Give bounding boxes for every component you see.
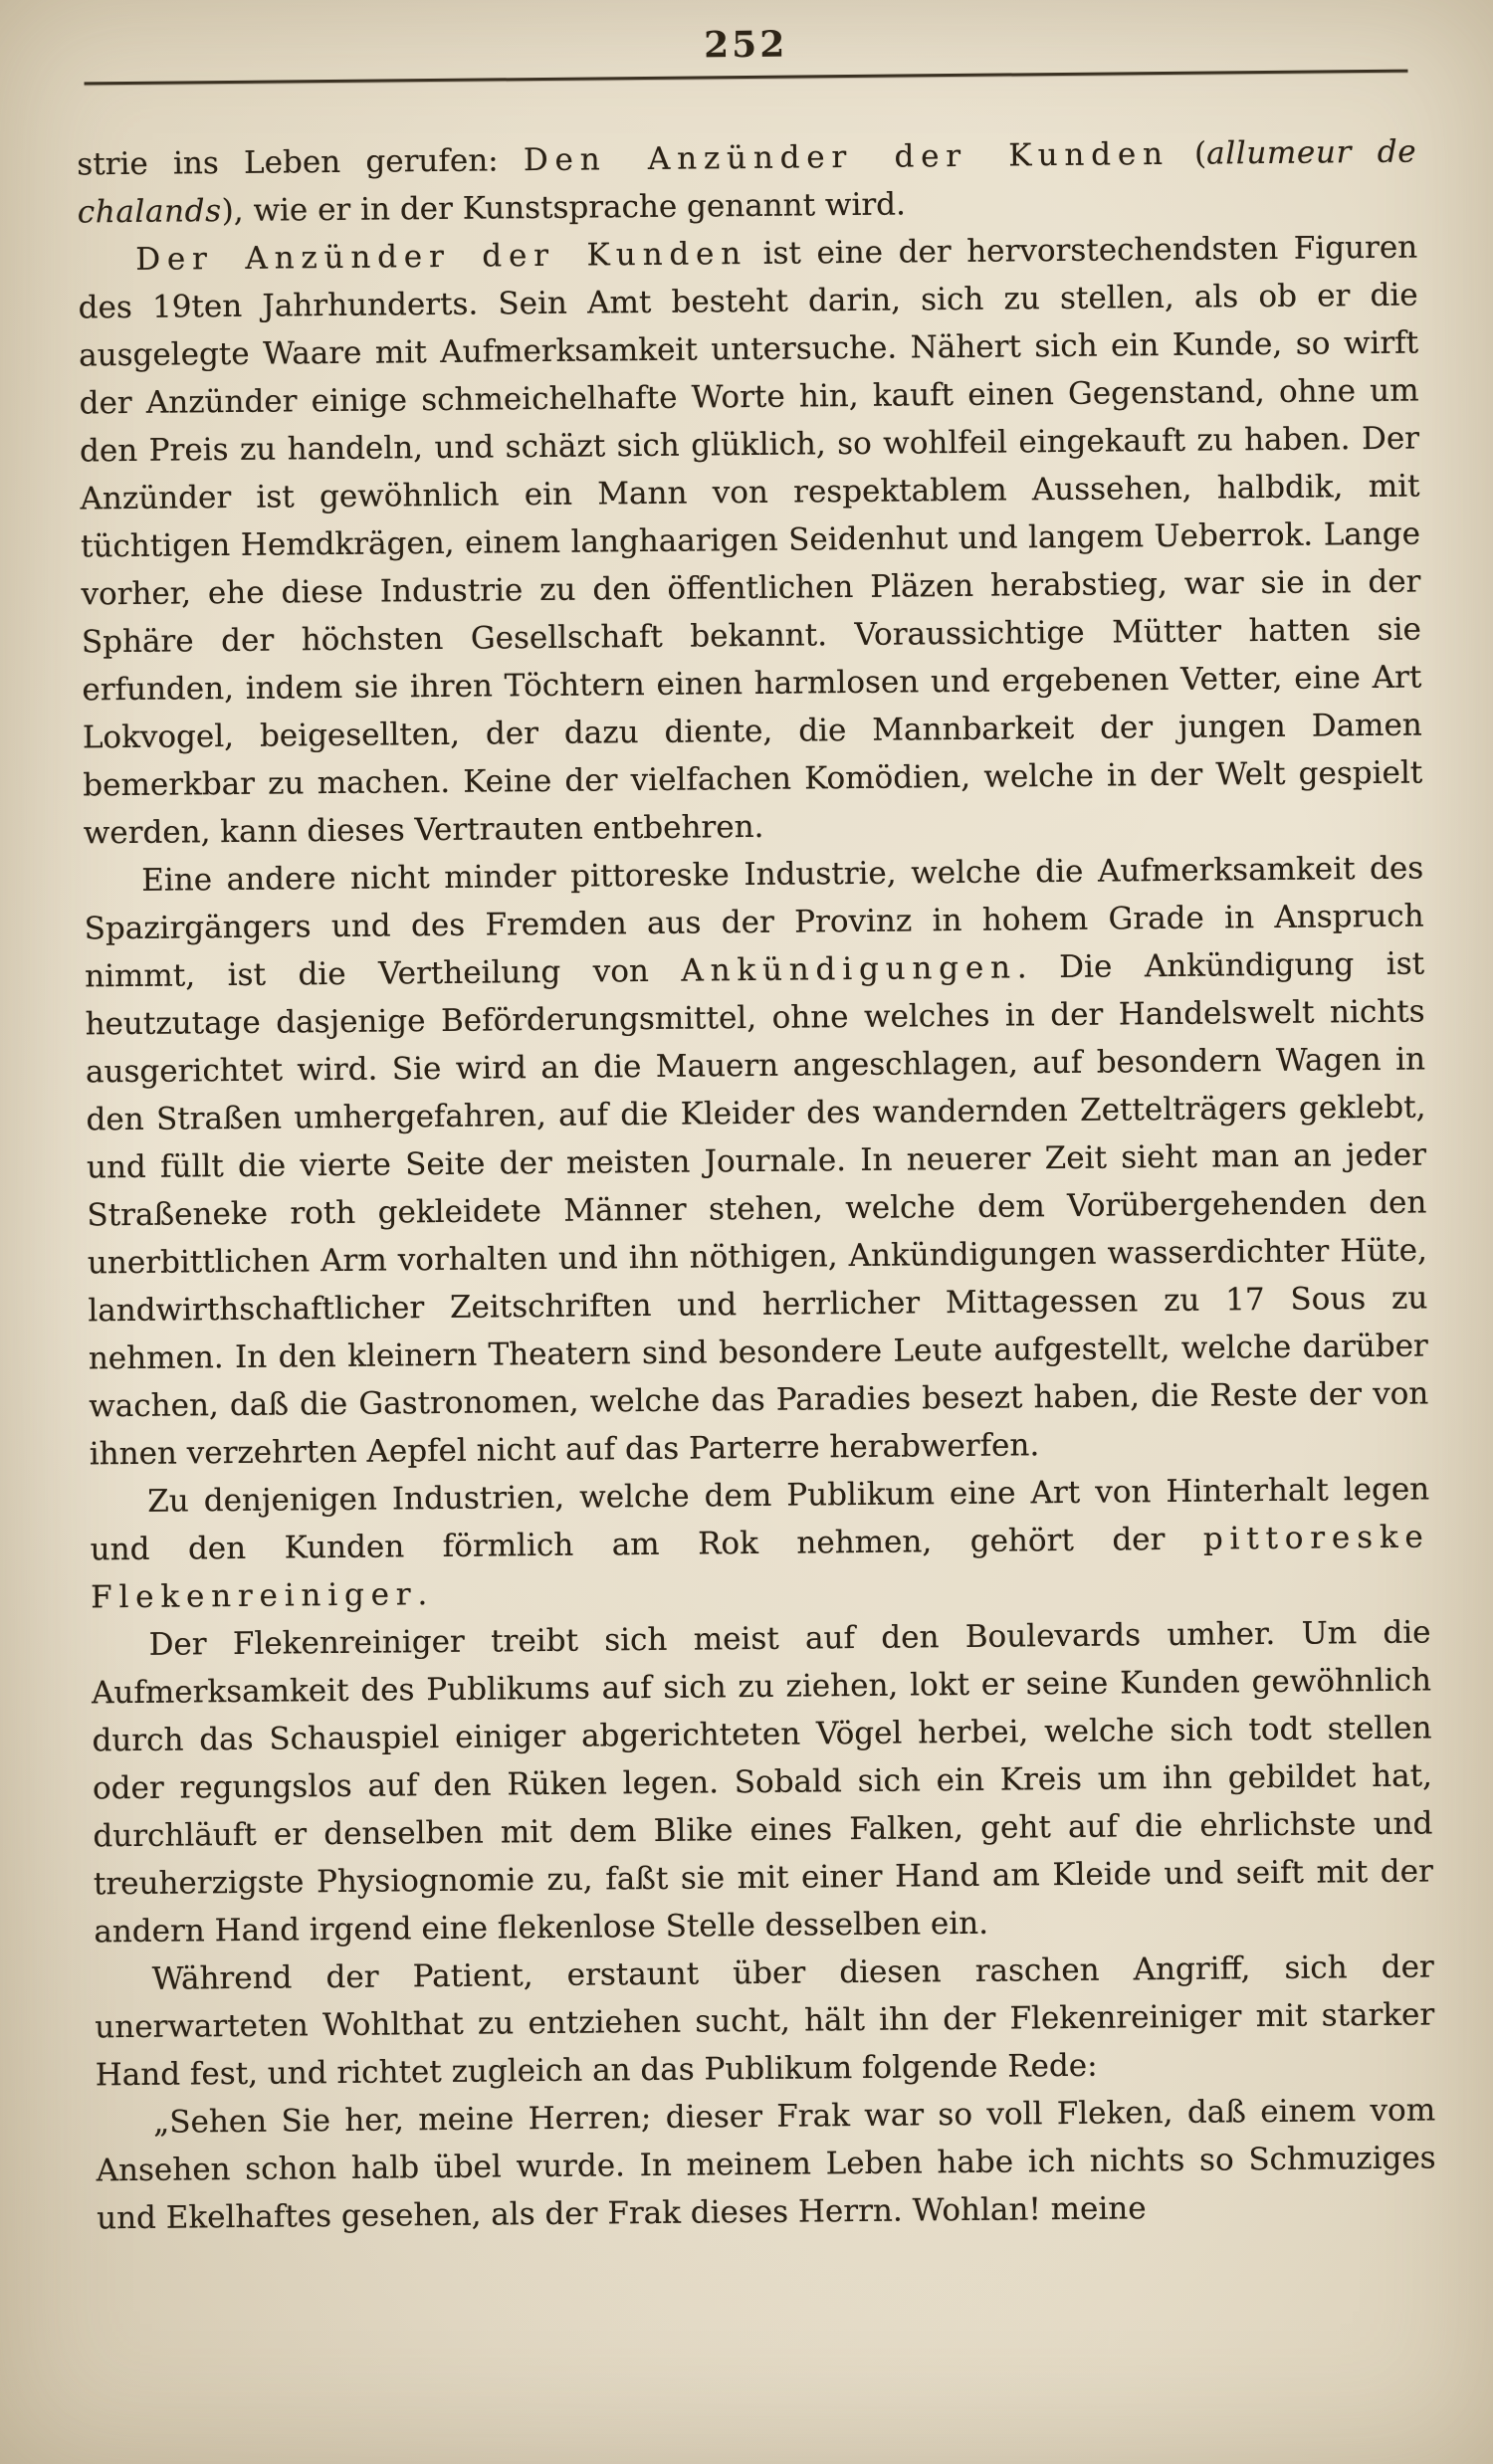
paragraph-rede <box>96 2086 1436 2242</box>
text-segment: „Sehen Sie her, meine Herren; dieser Frak war so voll Fleken, daß einem vom Ansehen schon halb übel wurde. In meinem Leben habe ich nichts so Schmuziges und Ekelhaftes gesehen, als der Frak dieses Herrn. Wohlan! meine <box>96 2092 1436 2237</box>
text-segment: Zu denjenigen Industrien, welche dem Publikum eine Art von Hinterhalt legen und den Kunden förmlich am Rok nehmen, gehört der <box>90 1471 1430 1568</box>
spaced-term-flekenreiniger: pittoreske Flekenreiniger <box>90 1519 1430 1616</box>
page-number: 252 <box>703 23 788 67</box>
page-header <box>76 18 1415 86</box>
text-segment: ist eine der hervorstechendsten Figuren des 19ten Jahrhunderts. Sein Amt besteht darin, sich zu stellen, als ob er die ausgelegte Waare mit Aufmerksamkeit untersuche. Nähert sich ein Kunde, so wirft der Anzünder einige schmeichelhafte Worte hin, kauft einen Gegenstand, ohne um den Preis zu handeln, und schäzt sich glüklich, so wohlfeil eingekauft zu haben. Der Anzünder ist gewöhnlich ein Mann von respektablem Aussehen, halbdik, mit tüchtigen Hemdkrägen, einem langhaarigen Seidenhut und langem Ueberrok. Lange vorher, ehe diese Industrie zu den öffentlichen Pläzen herabstieg, war sie in der Sphäre der höchsten Gesellschaft bekannt. Voraussichtige Mütter hatten sie erfunden, indem sie ihren Töchtern einen harmlosen und ergebenen Vetter, eine Art Lokvogel, beigesellten, der dazu diente, die Mannbarkeit der jungen Damen bemerkbar zu machen. Keine der vielfachen Komödien, welche in der Welt gespielt werden, kann dieses Vertrauten entbehren. <box>78 229 1423 852</box>
spaced-term-anzuender: Den Anzünder der Kunden <box>523 135 1170 179</box>
scan-content <box>76 18 1436 2243</box>
paragraph-patient <box>95 1943 1435 2099</box>
paragraph-hinterhalt <box>90 1465 1430 1621</box>
paragraph-anzuender <box>78 224 1423 858</box>
page-body-text <box>77 128 1436 2243</box>
text-segment: strie ins Leben gerufen: <box>77 142 525 183</box>
text-segment: Während der Patient, erstaunt über diesen raschen Angriff, sich der unerwarteten Wohlthat zu entziehen sucht, hält ihn der Flekenreiniger mit starker Hand fest, und richtet zugleich an das Publikum folgende Rede: <box>95 1949 1435 2094</box>
paragraph-continuation <box>77 128 1417 237</box>
text-segment: . Die Ankündigung ist heutzutage dasjenige Beförderungsmittel, ohne welches in der Handelswelt nichts ausgerichtet wird. Sie wird an die Mauern angeschlagen, auf besondern Wagen in den Straßen umhergefahren, auf die Kleider des wandernden Zettelträgers geklebt, und füllt die vierte Seite der meisten Journale. In neuerer Zeit sieht man an jeder Straßeneke roth gekleidete Männer stehen, welche dem Vorübergehenden den unerbittlichen Arm vorhalten und ihn nöthigen, Ankündigungen wasserdichter Hüte, landwirthschaftlicher Zeitschriften und herrlicher Mittagessen zu 17 Sous zu nehmen. In den kleinern Theatern sind besondere Leute aufgestellt, welche darüber wachen, daß die Gastronomen, welche das Paradies besezt haben, die Reste der von ihnen verzehrten Aepfel nicht auf das Parterre herabwerfen. <box>85 945 1429 1473</box>
spaced-term-ankuendigungen: Ankündigungen <box>681 949 1017 989</box>
text-segment: . <box>417 1576 428 1613</box>
french-term-allumeur: allumeur de chalands <box>77 133 1417 231</box>
paragraph-flekenreiniger <box>91 1608 1433 1955</box>
text-segment: ), wie er in der Kunstsprache genannt wird. <box>221 186 907 230</box>
text-segment: Der Flekenreiniger treibt sich meist auf den Boulevards umher. Um die Aufmerksamkeit des Publikums auf sich zu ziehen, lokt er seine Kunden gewöhnlich durch das Schauspiel einiger abgerichteten Vögel herbei, welche sich todt stellen oder regungslos auf den Rüken legen. Sobald sich ein Kreis um ihn gebildet hat, durchläuft er denselben mit dem Blike eines Falken, geht auf die ehrlichste und treuherzigste Physiognomie zu, faßt sie mit einer Hand am Kleide und seift mit der andern Hand irgend eine flekenlose Stelle desselben ein. <box>91 1614 1434 1951</box>
paragraph-ankuendigungen <box>84 845 1429 1479</box>
text-segment: ( <box>1169 135 1207 172</box>
text-segment: Eine andere nicht minder pittoreske Industrie, welche die Aufmerksamkeit des Spazirgängers und des Fremden aus der Provinz in hohem Grade in Anspruch nimmt, ist die Vertheilung von <box>84 850 1424 995</box>
header-rule <box>85 70 1408 86</box>
spaced-term-anzuender-2: Der Anzünder der Kunden <box>135 235 748 278</box>
